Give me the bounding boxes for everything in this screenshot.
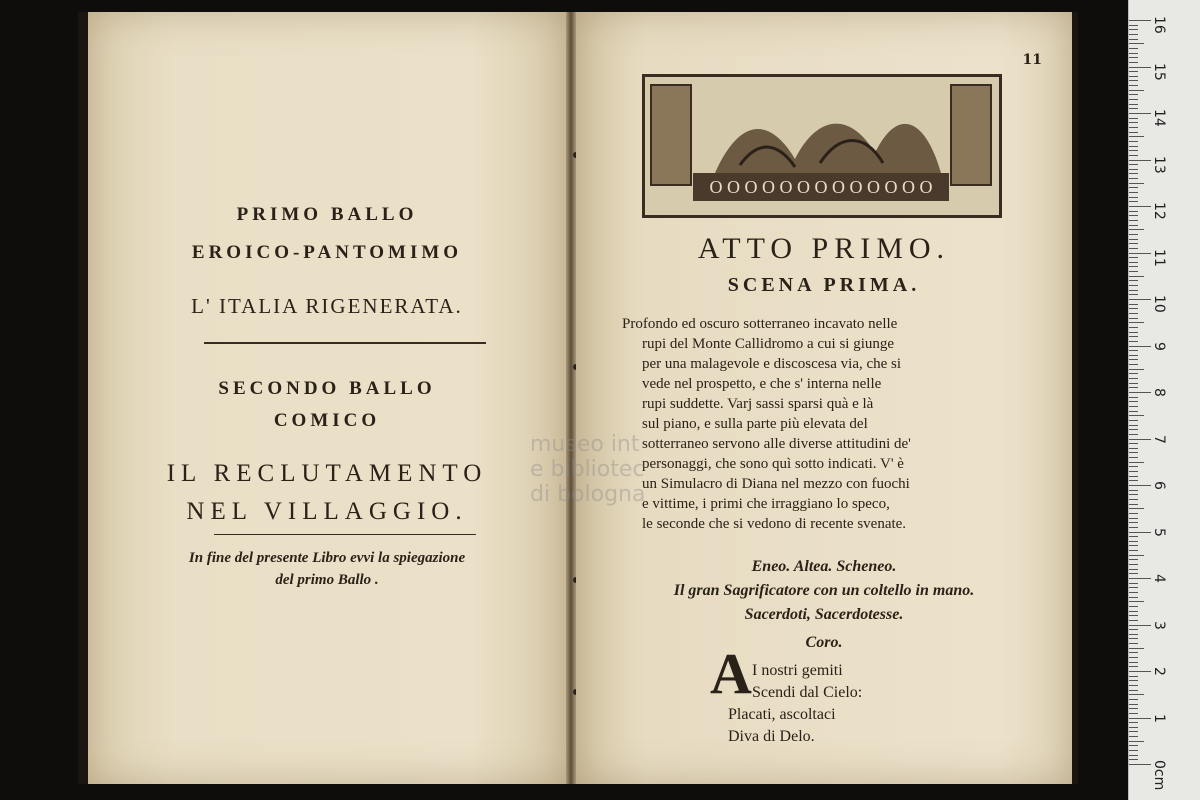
ruler-tick xyxy=(1129,452,1138,453)
ruler-tick xyxy=(1129,192,1138,193)
ruler-tick xyxy=(1129,378,1138,379)
ruler-tick xyxy=(1129,713,1138,714)
ruler-tick xyxy=(1129,71,1138,72)
left-heading-eroico-pantomimo: EROICO-PANTOMIMO xyxy=(191,242,463,263)
ruler-tick xyxy=(1129,327,1138,328)
ruler-tick xyxy=(1129,629,1138,630)
ruler-tick xyxy=(1129,276,1144,277)
page-number: 11 xyxy=(1022,52,1042,68)
ruler-tick xyxy=(1129,57,1138,58)
ruler-tick xyxy=(1129,536,1138,537)
description-line: rupi del Monte Callidromo a cui si giunge xyxy=(642,336,895,352)
ruler-number: 3 xyxy=(1151,620,1167,630)
ruler-tick xyxy=(1129,731,1138,732)
ruler-tick xyxy=(1129,336,1138,337)
ruler-tick xyxy=(1129,615,1138,616)
ruler-tick xyxy=(1129,332,1138,333)
ruler-tick xyxy=(1129,248,1138,249)
description-line: un Simulacro di Diana nel mezzo con fuochi xyxy=(642,476,910,492)
ruler-tick xyxy=(1129,718,1151,719)
verse-line: Diva di Delo. xyxy=(728,728,815,745)
ruler-number: 15 xyxy=(1151,62,1167,81)
ruler-tick xyxy=(1129,401,1138,402)
ruler-number: 11 xyxy=(1151,248,1167,267)
ruler-tick xyxy=(1129,169,1138,170)
ruler-tick xyxy=(1129,215,1138,216)
ruler-tick xyxy=(1129,699,1138,700)
ruler-tick xyxy=(1129,727,1138,728)
ruler-tick xyxy=(1129,299,1151,300)
book-gutter xyxy=(566,12,576,784)
ruler-tick xyxy=(1129,43,1144,44)
ruler-tick xyxy=(1129,225,1138,226)
ruler-tick xyxy=(1129,457,1138,458)
ruler-tick xyxy=(1129,118,1138,119)
ruler-tick xyxy=(1129,243,1138,244)
chorus-label: Coro. xyxy=(805,634,843,651)
open-book xyxy=(78,12,1078,784)
cast-line-3: Sacerdoti, Sacerdotesse. xyxy=(744,606,904,623)
ruler-tick xyxy=(1129,266,1138,267)
ruler-tick xyxy=(1129,136,1144,137)
ruler-tick xyxy=(1129,90,1144,91)
ruler-tick xyxy=(1129,350,1138,351)
ruler-tick xyxy=(1129,643,1138,644)
ruler-tick xyxy=(1129,25,1138,26)
ruler-tick xyxy=(1129,680,1138,681)
verse-line: I nostri gemiti xyxy=(752,662,843,679)
ruler-tick xyxy=(1129,173,1138,174)
ruler-number: 8 xyxy=(1151,388,1167,397)
ruler-number: 12 xyxy=(1151,202,1167,220)
ruler-tick xyxy=(1129,611,1138,612)
ruler-tick xyxy=(1129,322,1144,323)
drop-cap: A xyxy=(710,641,752,706)
ruler-tick xyxy=(1129,67,1151,68)
ruler-tick xyxy=(1129,206,1151,207)
ruler-tick xyxy=(1129,708,1138,709)
ruler-tick xyxy=(1129,564,1138,565)
scene-description xyxy=(622,314,1038,534)
ruler-tick xyxy=(1129,146,1138,147)
ruler-tick xyxy=(1129,104,1138,105)
ruler-tick xyxy=(1129,383,1138,384)
ruler-number: 1 xyxy=(1151,713,1167,723)
ruler-tick xyxy=(1129,448,1138,449)
ruler-tick xyxy=(1129,504,1138,505)
ruler-tick xyxy=(1129,755,1138,756)
ruler-tick xyxy=(1129,476,1138,477)
thin-rule xyxy=(214,534,476,535)
watermark-line: di bologna xyxy=(530,482,646,507)
ruler-tick xyxy=(1129,694,1144,695)
ruler-tick xyxy=(1129,439,1151,440)
ruler-tick xyxy=(1129,141,1138,142)
ruler-tick xyxy=(1129,625,1151,626)
ruler-tick xyxy=(1129,750,1138,751)
ruler-tick xyxy=(1129,53,1138,54)
museum-watermark xyxy=(530,432,645,507)
ruler-tick xyxy=(1129,559,1138,560)
left-heading-villaggio: NEL VILLAGGIO. xyxy=(186,498,468,525)
ruler-tick xyxy=(1129,187,1138,188)
ruler-tick xyxy=(1129,39,1138,40)
ruler-tick xyxy=(1129,583,1138,584)
ruler-tick xyxy=(1129,518,1138,519)
left-note-line1: In fine del presente Libro evvi la spiegazione xyxy=(188,550,466,566)
description-line: personaggi, che sono quì sotto indicati. V' è xyxy=(642,456,904,472)
ruler-tick xyxy=(1129,262,1138,263)
ruler-tick xyxy=(1129,722,1138,723)
ruler-tick xyxy=(1129,122,1138,123)
left-heading-comico: COMICO xyxy=(273,410,381,431)
ruler-tick xyxy=(1129,545,1138,546)
left-heading-secondo-ballo: SECONDO BALLO xyxy=(218,378,436,399)
cast-line-2: Il gran Sagrificatore con un coltello in mano. xyxy=(673,582,975,599)
chorus-verses xyxy=(728,660,863,748)
ruler-tick xyxy=(1129,364,1138,365)
ruler-tick xyxy=(1129,257,1138,258)
left-page xyxy=(88,12,566,784)
ruler-tick xyxy=(1129,569,1138,570)
ruler-tick xyxy=(1129,620,1138,621)
svg-text:O O O O O O O O O O O O O: O O O O O O O O O O O O O xyxy=(709,177,933,197)
ruler-tick xyxy=(1129,685,1138,686)
ruler-number: 2 xyxy=(1151,667,1167,676)
ruler-tick xyxy=(1129,313,1138,314)
ruler-tick xyxy=(1129,234,1138,235)
ruler-tick xyxy=(1129,304,1138,305)
ruler-tick xyxy=(1129,94,1138,95)
ruler-tick xyxy=(1129,318,1138,319)
description-line: per una malagevole e discoscesa via, che si xyxy=(642,356,902,372)
ruler-tick xyxy=(1129,634,1138,635)
ruler-tick xyxy=(1129,20,1151,21)
description-line: sul piano, e sulla parte più elevata del xyxy=(642,416,868,432)
ruler-tick xyxy=(1129,373,1138,374)
ruler-tick xyxy=(1129,606,1138,607)
ruler-number: 9 xyxy=(1151,341,1167,351)
ruler-tick xyxy=(1129,601,1144,602)
left-heading-primo-ballo: PRIMO BALLO xyxy=(236,204,418,225)
verse-line: Scendi dal Cielo: xyxy=(752,684,863,701)
ruler-tick xyxy=(1129,132,1138,133)
ruler-tick xyxy=(1129,657,1138,658)
ruler-tick xyxy=(1129,494,1138,495)
ruler-tick xyxy=(1129,532,1151,533)
verse-line: Placati, ascoltaci xyxy=(728,706,836,723)
ruler-tick xyxy=(1129,671,1151,672)
ruler-tick xyxy=(1129,425,1138,426)
ruler-tick xyxy=(1129,197,1138,198)
ruler-tick xyxy=(1129,411,1138,412)
ruler-tick xyxy=(1129,443,1138,444)
left-heading-reclutamento: IL RECLUTAMENTO xyxy=(166,460,488,487)
ruler-tick xyxy=(1129,99,1138,100)
description-line: sotterraneo servono alle diverse attitudini de' xyxy=(642,436,911,452)
ruler-tick xyxy=(1129,499,1138,500)
ruler-tick xyxy=(1129,513,1138,514)
ruler-tick xyxy=(1129,666,1138,667)
ruler-tick xyxy=(1129,741,1144,742)
description-line: rupi suddette. Varj sassi sparsi quà e là xyxy=(642,396,874,412)
ruler-tick xyxy=(1129,160,1151,161)
ruler-tick xyxy=(1129,308,1138,309)
ruler-tick xyxy=(1129,397,1138,398)
left-heading-italia: L' ITALIA RIGENERATA. xyxy=(191,294,463,318)
ruler-tick xyxy=(1129,76,1138,77)
right-page xyxy=(576,12,1072,784)
ruler-tick xyxy=(1129,392,1151,393)
ruler-number: 10 xyxy=(1151,295,1167,313)
ruler-tick xyxy=(1129,183,1144,184)
measurement-ruler xyxy=(1128,0,1200,800)
ruler-tick xyxy=(1129,127,1138,128)
ruler-tick xyxy=(1129,415,1144,416)
description-line: e vittime, i primi che irraggiano lo speco, xyxy=(642,496,890,512)
ruler-tick xyxy=(1129,434,1138,435)
ruler-number: 7 xyxy=(1151,434,1167,444)
ruler-number: 4 xyxy=(1151,574,1167,583)
ruler-tick xyxy=(1129,587,1138,588)
ruler-tick xyxy=(1129,759,1138,760)
ruler-tick xyxy=(1129,201,1138,202)
ruler-tick xyxy=(1129,466,1138,467)
ruler-tick xyxy=(1129,294,1138,295)
ruler-tick xyxy=(1129,290,1138,291)
ruler-tick xyxy=(1129,745,1138,746)
description-line: vede nel prospetto, e che s' interna nelle xyxy=(642,376,882,392)
ruler-tick xyxy=(1129,253,1151,254)
ruler-tick xyxy=(1129,522,1138,523)
scene-title: SCENA PRIMA. xyxy=(727,274,921,296)
ruler-tick xyxy=(1129,429,1138,430)
ruler-tick xyxy=(1129,229,1144,230)
ornamental-vignette xyxy=(642,74,1002,218)
ruler-tick xyxy=(1129,597,1138,598)
ruler-tick xyxy=(1129,676,1138,677)
ruler-tick xyxy=(1129,285,1138,286)
ruler-tick xyxy=(1129,648,1144,649)
ruler-number: 0cm xyxy=(1151,760,1167,791)
ruler-tick xyxy=(1129,220,1138,221)
ruler-tick xyxy=(1129,271,1138,272)
ruler-tick xyxy=(1129,704,1138,705)
ruler-number: 5 xyxy=(1151,527,1167,537)
ruler-tick xyxy=(1129,541,1138,542)
ruler-tick xyxy=(1129,108,1138,109)
ruler-tick xyxy=(1129,550,1138,551)
ruler-tick xyxy=(1129,462,1144,463)
ruler-tick xyxy=(1129,490,1138,491)
ruler-tick xyxy=(1129,211,1138,212)
ruler-tick xyxy=(1129,480,1138,481)
watermark-line: museo int xyxy=(530,432,640,457)
ruler-tick xyxy=(1129,690,1138,691)
ruler-tick xyxy=(1129,662,1138,663)
ruler-tick xyxy=(1129,638,1138,639)
ruler-tick xyxy=(1129,85,1138,86)
ruler-tick xyxy=(1129,62,1138,63)
ruler-tick xyxy=(1129,471,1138,472)
ruler-tick xyxy=(1129,652,1138,653)
ruler-tick xyxy=(1129,485,1151,486)
ruler-tick xyxy=(1129,48,1138,49)
ruler-tick xyxy=(1129,387,1138,388)
ruler-number: 14 xyxy=(1151,109,1167,127)
ruler-tick xyxy=(1129,80,1138,81)
ruler-tick xyxy=(1129,280,1138,281)
ruler-tick xyxy=(1129,578,1151,579)
ruler-tick xyxy=(1129,359,1138,360)
description-line: le seconde che si vedono di recente svenate. xyxy=(642,516,907,532)
ruler-tick xyxy=(1129,508,1144,509)
ruler-tick xyxy=(1129,355,1138,356)
ornamental-rule xyxy=(204,342,486,344)
ruler-tick xyxy=(1129,527,1138,528)
ruler-tick xyxy=(1129,555,1144,556)
watermark-line: e bibliotec xyxy=(530,457,645,482)
ruler-tick xyxy=(1129,369,1144,370)
ruler-tick xyxy=(1129,592,1138,593)
ruler-tick xyxy=(1129,341,1138,342)
ruler-tick xyxy=(1129,346,1151,347)
ruler-tick xyxy=(1129,164,1138,165)
ruler-tick xyxy=(1129,178,1138,179)
ruler-tick xyxy=(1129,34,1138,35)
ruler-tick xyxy=(1129,29,1138,30)
description-line: Profondo ed oscuro sotterraneo incavato nelle xyxy=(622,316,898,332)
ruler-tick xyxy=(1129,764,1151,765)
ruler-tick xyxy=(1129,736,1138,737)
ruler-tick xyxy=(1129,420,1138,421)
ruler-tick xyxy=(1129,406,1138,407)
act-title: ATTO PRIMO. xyxy=(697,232,951,265)
vignette-illustration xyxy=(645,77,999,215)
ruler-number: 16 xyxy=(1151,16,1167,34)
ruler-tick xyxy=(1129,573,1138,574)
ruler-tick xyxy=(1129,150,1138,151)
left-note-line2: del primo Ballo . xyxy=(275,572,379,588)
ruler-number: 13 xyxy=(1151,155,1167,174)
ruler-tick xyxy=(1129,155,1138,156)
cast-line-1: Eneo. Altea. Scheneo. xyxy=(751,558,897,575)
ruler-tick xyxy=(1129,113,1151,114)
ruler-tick xyxy=(1129,239,1138,240)
ruler-number: 6 xyxy=(1151,481,1167,490)
